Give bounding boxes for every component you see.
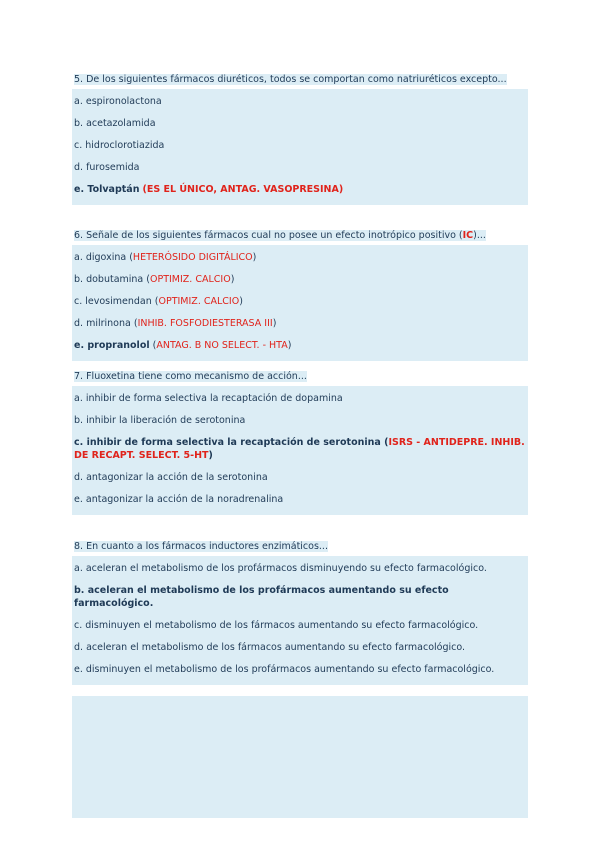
option-e: e. antagonizar la acción de la noradrenalina: [74, 494, 284, 505]
question-stem-text: 7. Fluoxetina tiene como mecanismo de acción...: [74, 371, 307, 382]
option-prefix: c.: [74, 437, 87, 448]
empty-answer-box: [72, 696, 528, 818]
option-b: b. acetazolamida: [74, 118, 156, 129]
option-annotation: ANTAG. B NO SELECT. - HTA: [156, 340, 288, 351]
option-e: e. disminuyen el metabolismo de los profármacos aumentando su efecto farmacológico.: [74, 664, 495, 675]
option-a: a. espironolactona: [74, 96, 162, 107]
option-open: (: [149, 340, 157, 351]
options-list: [72, 386, 528, 515]
question-stem: [72, 367, 528, 386]
option-close: ): [272, 318, 277, 329]
options-list: [72, 89, 528, 205]
option-answer: Tolvaptán: [87, 184, 140, 195]
option-b: [72, 269, 528, 291]
option-d: d. aceleran el metabolismo de los fármacos aumentando su efecto farmacológico.: [74, 642, 466, 653]
option-open: (: [380, 437, 389, 448]
options-list: [72, 556, 528, 685]
option-close: ): [287, 340, 292, 351]
question-stem: [72, 226, 528, 245]
option-close: ): [252, 252, 257, 263]
option-text: b. dobutamina (: [74, 274, 150, 285]
option-c-correct: [72, 432, 528, 467]
option-close: ): [208, 450, 213, 461]
question-7: [72, 367, 528, 515]
question-5: [72, 70, 528, 205]
option-b: b. inhibir la liberación de serotonina: [74, 415, 246, 426]
option-close: ): [230, 274, 235, 285]
option-answer: inhibir de forma selectiva la recaptación de serotonina: [86, 437, 381, 448]
question-6: [72, 226, 528, 361]
question-stem-text: [74, 230, 486, 241]
option-answer: propranolol: [87, 340, 150, 351]
stem-pre: 6. Señale de los siguientes fármacos cual no posee un efecto inotrópico positivo (: [74, 230, 463, 241]
option-prefix: e.: [74, 184, 88, 195]
option-a: a. inhibir de forma selectiva la recaptación de dopamina: [74, 393, 343, 404]
option-prefix: e.: [74, 340, 88, 351]
option-c: c. disminuyen el metabolismo de los fármacos aumentando su efecto farmacológico.: [74, 620, 479, 631]
stem-post: )...: [473, 230, 486, 241]
option-annotation: ISRS - ANTIDEPRE. INHIB. DE RECAPT. SELECT. 5-HT: [74, 437, 525, 461]
options-list: [72, 245, 528, 361]
option-c: c. hidroclorotiazida: [74, 140, 165, 151]
option-e-correct: [72, 335, 528, 357]
option-text: d. milrinona (: [74, 318, 138, 329]
question-stem-text: 8. En cuanto a los fármacos inductores enzimáticos...: [74, 541, 328, 552]
option-b-correct: [72, 580, 528, 615]
option-annotation: OPTIMIZ. CALCIO: [149, 274, 231, 285]
option-annotation: HETERÓSIDO DIGITÁLICO: [132, 252, 253, 263]
option-annotation: OPTIMIZ. CALCIO: [158, 296, 240, 307]
option-d: d. furosemida: [74, 162, 140, 173]
option-a: [72, 247, 528, 269]
option-prefix: b.: [74, 585, 88, 596]
question-stem: [72, 70, 528, 89]
option-text: a. digoxina (: [74, 252, 133, 263]
option-d: [72, 313, 528, 335]
question-8: [72, 537, 528, 685]
option-a: a. aceleran el metabolismo de los profármacos disminuyendo su efecto farmacológico.: [74, 563, 487, 574]
option-text: c. levosimendan (: [74, 296, 159, 307]
option-annotation: INHIB. FOSFODIESTERASA III: [137, 318, 273, 329]
question-stem: [72, 537, 528, 556]
option-e-correct: [72, 179, 528, 201]
stem-annotation: IC: [462, 230, 474, 241]
option-c: [72, 291, 528, 313]
option-answer: aceleran el metabolismo de los profármacos aumentando su efecto farmacológico.: [74, 585, 449, 609]
question-stem-text: 5. De los siguientes fármacos diuréticos, todos se comportan como natriuréticos excepto...: [74, 74, 507, 85]
option-annotation: (ES EL ÚNICO, ANTAG. VASOPRESINA): [142, 184, 344, 195]
option-d: d. antagonizar la acción de la serotonina: [74, 472, 268, 483]
option-close: ): [239, 296, 243, 307]
